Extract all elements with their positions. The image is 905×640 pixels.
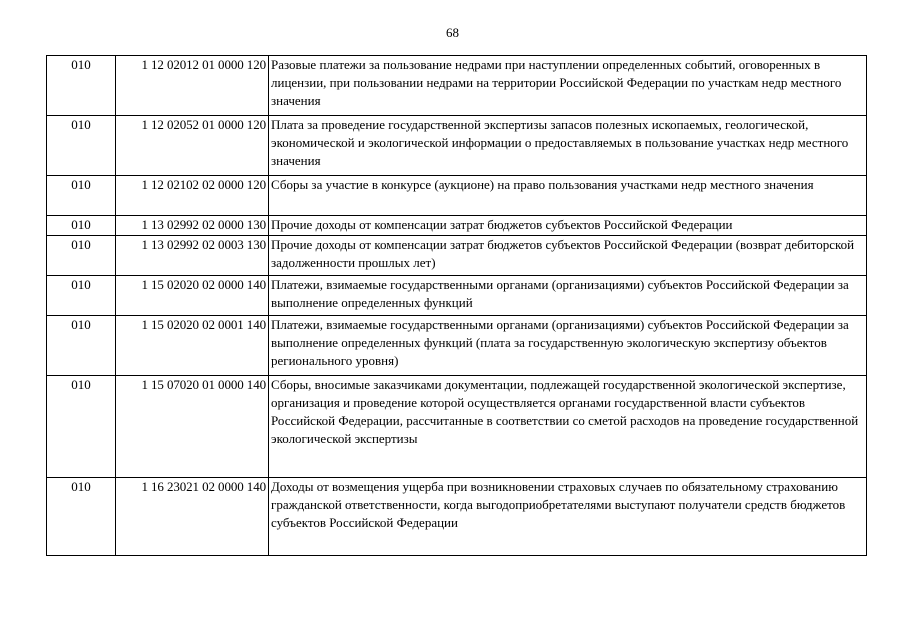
admin-code-cell: 010 <box>47 116 116 176</box>
description-cell: Сборы за участие в конкурсе (аукционе) на право пользования участками недр местного значения <box>269 176 867 216</box>
description-cell: Сборы, вносимые заказчиками документации, подлежащей государственной экологической экспертизе, организация и проведение которой осуществляется органами государственной власти субъектов Российской Федерации, рассчитанные в соответствии со сметой расходов на проведение государственной экологической экспертизы <box>269 376 867 478</box>
revenue-codes-table <box>46 55 867 556</box>
budget-code-cell: 1 15 07020 01 0000 140 <box>116 376 269 478</box>
budget-code-cell: 1 13 02992 02 0000 130 <box>116 216 269 236</box>
admin-code-cell: 010 <box>47 176 116 216</box>
budget-code-cell: 1 16 23021 02 0000 140 <box>116 478 269 556</box>
admin-code-cell: 010 <box>47 376 116 478</box>
description-cell: Прочие доходы от компенсации затрат бюджетов субъектов Российской Федерации <box>269 216 867 236</box>
table-row <box>47 216 867 236</box>
description-cell: Доходы от возмещения ущерба при возникновении страховых случаев по обязательному страхованию гражданской ответственности, когда выгодоприобретателями выступают получатели средств бюджетов субъектов Российской Федерации <box>269 478 867 556</box>
admin-code-cell: 010 <box>47 236 116 276</box>
admin-code-cell: 010 <box>47 316 116 376</box>
table-row <box>47 176 867 216</box>
table-row <box>47 116 867 176</box>
table-row <box>47 316 867 376</box>
budget-code-cell: 1 12 02012 01 0000 120 <box>116 56 269 116</box>
page-number: 68 <box>446 25 459 40</box>
budget-code-cell: 1 12 02052 01 0000 120 <box>116 116 269 176</box>
table-body <box>47 56 867 556</box>
table-row <box>47 276 867 316</box>
budget-code-cell: 1 12 02102 02 0000 120 <box>116 176 269 216</box>
description-cell: Разовые платежи за пользование недрами при наступлении определенных событий, оговоренных в лицензии, при пользовании недрами на территории Российской Федерации по участкам недр местного значения <box>269 56 867 116</box>
admin-code-cell: 010 <box>47 478 116 556</box>
admin-code-cell: 010 <box>47 216 116 236</box>
table-row <box>47 478 867 556</box>
table-row <box>47 236 867 276</box>
description-cell: Плата за проведение государственной экспертизы запасов полезных ископаемых, геологической, экономической и экологической информации о предоставляемых в пользование участках недр местного значения <box>269 116 867 176</box>
description-cell: Прочие доходы от компенсации затрат бюджетов субъектов Российской Федерации (возврат дебиторской задолженности прошлых лет) <box>269 236 867 276</box>
admin-code-cell: 010 <box>47 276 116 316</box>
description-cell: Платежи, взимаемые государственными органами (организациями) субъектов Российской Федерации за выполнение определенных функций (плата за государственную экологическую экспертизу объектов регионального уровня) <box>269 316 867 376</box>
budget-code-cell: 1 13 02992 02 0003 130 <box>116 236 269 276</box>
budget-code-cell: 1 15 02020 02 0001 140 <box>116 316 269 376</box>
table-row <box>47 376 867 478</box>
admin-code-cell: 010 <box>47 56 116 116</box>
description-cell: Платежи, взимаемые государственными органами (организациями) субъектов Российской Федерации за выполнение определенных функций <box>269 276 867 316</box>
table-row <box>47 56 867 116</box>
budget-code-cell: 1 15 02020 02 0000 140 <box>116 276 269 316</box>
